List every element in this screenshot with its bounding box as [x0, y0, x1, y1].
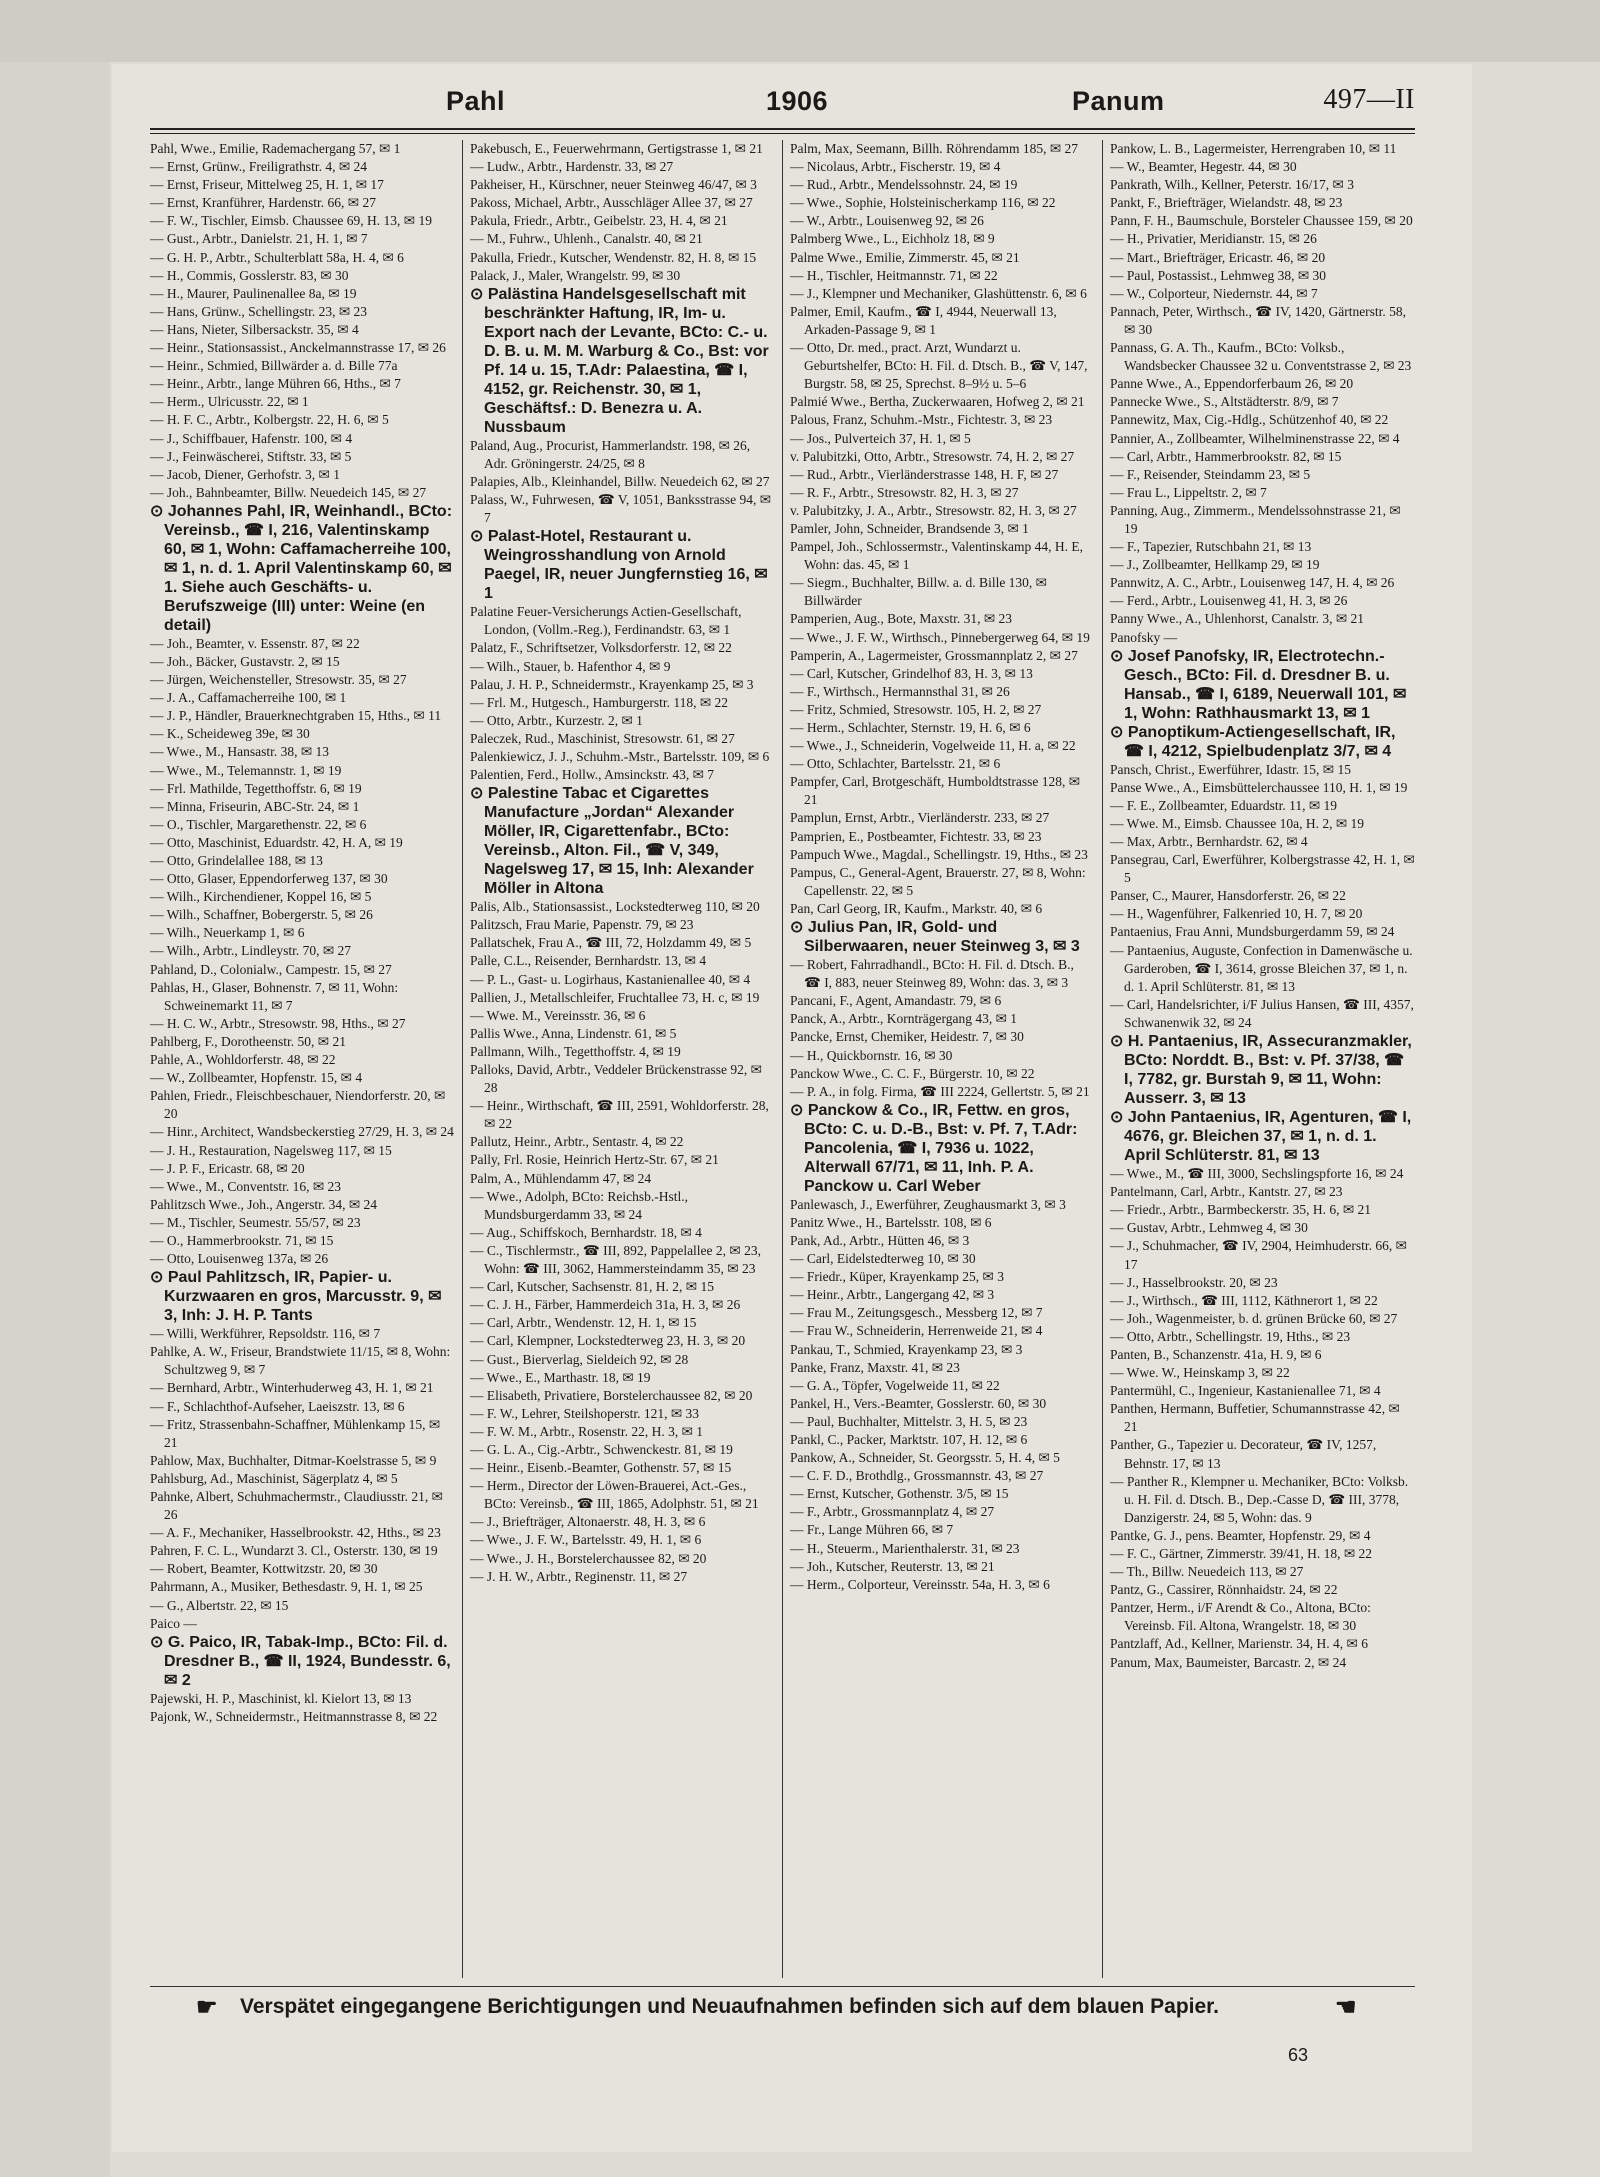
- directory-entry: Panten, B., Schanzenstr. 41a, H. 9, ✉ 6: [1110, 1346, 1322, 1362]
- directory-entry: — J., Zollbeamter, Hellkamp 29, ✉ 19: [1110, 557, 1320, 573]
- directory-entry: Pallis Wwe., Anna, Lindenstr. 61, ✉ 5: [470, 1025, 677, 1041]
- column-3: [790, 140, 1094, 1980]
- directory-entry: Pancani, F., Agent, Amandastr. 79, ✉ 6: [790, 993, 1002, 1009]
- directory-entry: — Willi, Werkführer, Repsoldstr. 116, ✉ 7: [150, 1326, 381, 1342]
- directory-entry: — A. F., Mechaniker, Hasselbrookstr. 42, Hths., ✉ 23: [150, 1525, 441, 1541]
- directory-entry: — Herm., Schlachter, Sternstr. 19, H. 6, ✉ 6: [790, 720, 1031, 735]
- directory-entry: — F. W., Lehrer, Steilshoperstr. 121, ✉ 33: [470, 1405, 700, 1421]
- directory-entry: ⊙ Julius Pan, IR, Gold- und Silberwaaren, neuer Steinweg 3, ✉ 3: [790, 919, 1080, 956]
- directory-entry: — J., Feinwäscherei, Stiftstr. 33, ✉ 5: [150, 448, 352, 464]
- directory-entry: Palau, J. H. P., Schneidermstr., Krayenkamp 25, ✉ 3: [470, 676, 754, 692]
- directory-entry: Pahlitzsch Wwe., Joh., Angerstr. 34, ✉ 24: [150, 1196, 378, 1212]
- directory-entry: — Wwe., J. H., Borstelerchaussee 82, ✉ 20: [470, 1550, 707, 1566]
- sheet-number: 63: [1288, 2045, 1309, 2065]
- directory-entry: Pantzer, Herm., i/F Arendt & Co., Altona, BCto: Vereinsb. Fil. Altona, Wrangelstr. 18, ✉ 30: [1110, 1600, 1371, 1634]
- directory-entry: — J., Schiffbauer, Hafenstr. 100, ✉ 4: [150, 430, 353, 446]
- directory-entry: — G. L. A., Cig.-Arbtr., Schwenckestr. 81, ✉ 19: [470, 1441, 733, 1457]
- directory-entry: — Carl, Klempner, Lockstedterweg 23, H. 3, ✉ 20: [470, 1333, 746, 1349]
- directory-entry: — Otto, Grindelallee 188, ✉ 13: [150, 853, 323, 868]
- directory-entry: Pantelmann, Carl, Arbtr., Kantstr. 27, ✉ 23: [1110, 1184, 1343, 1200]
- directory-entry: Pallien, J., Metallschleifer, Fruchtallee 73, H. c, ✉ 19: [470, 989, 760, 1005]
- directory-entry: — Wilh., Schaffner, Bobergerstr. 5, ✉ 26: [150, 907, 373, 923]
- directory-entry: Palapies, Alb., Kleinhandel, Billw. Neuedeich 62, ✉ 27: [470, 473, 770, 489]
- directory-entry: — Wilh., Kirchendiener, Koppel 16, ✉ 5: [150, 889, 372, 905]
- directory-entry: Panum, Max, Baumeister, Barcastr. 2, ✉ 24: [1110, 1654, 1347, 1670]
- directory-entry: Pahlke, A. W., Friseur, Brandstwiete 11/15, ✉ 8, Wohn: Schultzweg 9, ✉ 7: [150, 1344, 451, 1378]
- directory-entry: Pansegrau, Carl, Ewerführer, Kolbergstrasse 42, H. 1, ✉ 5: [1110, 852, 1415, 886]
- directory-entry: — Heinr., Arbtr., Langergang 42, ✉ 3: [790, 1287, 995, 1303]
- directory-entry: — Heinr., Stationsassist., Anckelmannstrasse 17, ✉ 26: [150, 340, 446, 356]
- directory-entry: — W., Colporteur, Niedernstr. 44, ✉ 7: [1110, 285, 1318, 301]
- directory-entry: — Hinr., Architect, Wandsbeckerstieg 27/29, H. 3, ✉ 24: [150, 1124, 454, 1140]
- directory-entry: — Gust., Arbtr., Danielstr. 21, H. 1, ✉ 7: [150, 231, 368, 247]
- directory-entry: — Wwe., M., Telemannstr. 1, ✉ 19: [150, 762, 342, 778]
- directory-entry: — H., Steuerm., Marienthalerstr. 31, ✉ 23: [790, 1540, 1020, 1556]
- directory-entry: — Wilh., Neuerkamp 1, ✉ 6: [150, 925, 305, 941]
- directory-entry: — P. A., in folg. Firma, ☎ III 2224, Gellertstr. 5, ✉ 21: [790, 1083, 1090, 1099]
- directory-entry: — Wwe., M., Hansastr. 38, ✉ 13: [150, 744, 330, 760]
- directory-entry: Palass, W., Fuhrwesen, ☎ V, 1051, Banksstrasse 94, ✉ 7: [470, 492, 772, 526]
- directory-entry: — Herm., Colporteur, Vereinsstr. 54a, H. 3, ✉ 6: [790, 1576, 1050, 1592]
- directory-entry: — Otto, Schlachter, Bartelsstr. 21, ✉ 6: [790, 756, 1001, 772]
- directory-entry: — Jacob, Diener, Gerhofstr. 3, ✉ 1: [150, 466, 340, 482]
- directory-entry: — J., Klempner und Mechaniker, Glashüttenstr. 6, ✉ 6: [790, 285, 1087, 301]
- directory-entry: Pannecke Wwe., S., Altstädterstr. 8/9, ✉ 7: [1110, 394, 1339, 410]
- directory-entry: — F. C., Gärtner, Zimmerstr. 39/41, H. 18, ✉ 22: [1110, 1546, 1373, 1561]
- directory-entry: — F., Wirthsch., Hermannsthal 31, ✉ 26: [790, 683, 1010, 699]
- directory-entry: Pan, Carl Georg, IR, Kaufm., Markstr. 40, ✉ 6: [790, 900, 1043, 916]
- directory-entry: — M., Tischler, Seumestr. 55/57, ✉ 23: [150, 1214, 361, 1230]
- directory-entry: Palack, J., Maler, Wrangelstr. 99, ✉ 30: [470, 267, 681, 283]
- directory-entry: Palentien, Ferd., Hollw., Amsinckstr. 43, ✉ 7: [470, 767, 715, 783]
- directory-entry: Pallutz, Heinr., Arbtr., Sentastr. 4, ✉ 22: [470, 1134, 684, 1150]
- directory-entry: Panse Wwe., A., Eimsbüttelerchaussee 110, H. 1, ✉ 19: [1110, 779, 1408, 795]
- directory-entry: — Frau W., Schneiderin, Herrenweide 21, ✉ 4: [790, 1323, 1043, 1339]
- directory-entry: ⊙ Josef Panofsky, IR, Electrotechn.-Gesch., BCto: Fil. d. Dresdner B. u. Hansab., ☎ I, 6189, Neuerwall 101, ✉ 1, Wohn: Rathhausmarkt 13, ✉ 1: [1110, 647, 1407, 722]
- footer-notice: [150, 1993, 1415, 2023]
- directory-entry: — Wwe., Adolph, BCto: Reichsb.-Hstl., Mundsburgerdamm 33, ✉ 24: [470, 1188, 688, 1222]
- directory-entry: — P. L., Gast- u. Logirhaus, Kastanienallee 40, ✉ 4: [470, 971, 751, 987]
- directory-entry: — Otto, Arbtr., Schellingstr. 19, Hths., ✉ 23: [1110, 1328, 1351, 1344]
- footer-notice-text: Verspätet eingegangene Berichtigungen und Neuaufnahmen befinden sich auf dem blauen Papier.: [240, 1995, 1220, 2018]
- directory-entry: — Heinr., Wirthschaft, ☎ III, 2591, Wohldorferstr. 28, ✉ 22: [470, 1098, 769, 1132]
- directory-entry: Pankl, C., Packer, Marktstr. 107, H. 12, ✉ 6: [790, 1432, 1028, 1447]
- directory-entry: Palmberg Wwe., L., Eichholz 18, ✉ 9: [790, 231, 995, 247]
- directory-entry: ⊙ Palast-Hotel, Restaurant u. Weingrosshandlung von Arnold Paegel, IR, neuer Jungfernstieg 16, ✉ 1: [470, 528, 768, 603]
- directory-entry: — H. C. W., Arbtr., Stresowstr. 98, Hths., ✉ 27: [150, 1015, 406, 1031]
- directory-entry: Panlewasch, J., Ewerführer, Zeughausmarkt 3, ✉ 3: [790, 1196, 1066, 1212]
- directory-entry: — Herm., Ulricusstr. 22, ✉ 1: [150, 394, 309, 410]
- directory-entry: Panning, Aug., Zimmerm., Mendelssohnstrasse 21, ✉ 19: [1110, 502, 1401, 536]
- directory-entry: — Mart., Briefträger, Ericastr. 46, ✉ 20: [1110, 249, 1326, 265]
- directory-entry: — Friedr., Küper, Krayenkamp 25, ✉ 3: [790, 1269, 1004, 1285]
- header-year: 1906: [766, 86, 829, 116]
- directory-entry: — Ernst, Grünw., Freiligrathstr. 4, ✉ 24: [150, 159, 368, 175]
- directory-entry: Pajewski, H. P., Maschinist, kl. Kielort 13, ✉ 13: [150, 1690, 412, 1706]
- directory-entry: — Heinr., Schmied, Billwärder a. d. Bille 77a: [150, 358, 398, 374]
- directory-entry: — Wilh., Stauer, b. Hafenthor 4, ✉ 9: [470, 658, 671, 674]
- directory-entry: — Rud., Arbtr., Mendelssohnstr. 24, ✉ 19: [790, 177, 1018, 193]
- directory-entry: — Rud., Arbtr., Vierländerstrasse 148, H. F, ✉ 27: [790, 466, 1059, 482]
- directory-entry: — Carl, Arbtr., Hammerbrookstr. 82, ✉ 15: [1110, 448, 1342, 464]
- directory-entry: — Carl, Handelsrichter, i/F Julius Hansen, ☎ III, 4357, Schwanenwik 32, ✉ 24: [1110, 996, 1414, 1030]
- directory-entry: Palenkiewicz, J. J., Schuhm.-Mstr., Bartelsstr. 109, ✉ 6: [470, 748, 770, 764]
- directory-entry: Pakoss, Michael, Arbtr., Ausschläger Allee 37, ✉ 27: [470, 195, 753, 211]
- directory-entry: — Gustav, Arbtr., Lehmweg 4, ✉ 30: [1110, 1220, 1308, 1236]
- directory-entry: Palme Wwe., Emilie, Zimmerstr. 45, ✉ 21: [790, 249, 1020, 265]
- directory-entry: Panthen, Hermann, Buffetier, Schumannstrasse 42, ✉ 21: [1110, 1401, 1400, 1435]
- directory-entry: — Wwe. W., Heinskamp 3, ✉ 22: [1110, 1365, 1290, 1381]
- directory-entry: Pamprien, E., Postbeamter, Fichtestr. 33, ✉ 23: [790, 828, 1042, 844]
- directory-entry: — Th., Billw. Neuedeich 113, ✉ 27: [1110, 1564, 1304, 1580]
- directory-entry: Palatz, F., Schriftsetzer, Volksdorferstr. 12, ✉ 22: [470, 640, 732, 656]
- directory-entry: Pajonk, W., Schneidermstr., Heitmannstrasse 8, ✉ 22: [150, 1708, 438, 1724]
- directory-entry: Palous, Franz, Schuhm.-Mstr., Fichtestr. 3, ✉ 23: [790, 412, 1053, 428]
- directory-entry: — Heinr., Eisenb.-Beamter, Gothenstr. 57, ✉ 15: [470, 1460, 732, 1476]
- directory-entry: — Joh., Bahnbeamter, Billw. Neuedeich 145, ✉ 27: [150, 484, 427, 500]
- pointing-hand-icon: ☛: [196, 1994, 218, 2021]
- directory-entry: — Bernhard, Arbtr., Winterhuderweg 43, H. 1, ✉ 21: [150, 1380, 434, 1396]
- directory-entry: — Robert, Beamter, Kottwitzstr. 20, ✉ 30: [150, 1561, 378, 1577]
- directory-entry: — M., Fuhrw., Uhlenh., Canalstr. 40, ✉ 21: [470, 231, 703, 247]
- directory-entry: — Joh., Beamter, v. Essenstr. 87, ✉ 22: [150, 635, 360, 651]
- directory-entry: Pahlsburg, Ad., Maschinist, Sägerplatz 4, ✉ 5: [150, 1470, 398, 1486]
- scan-top-background: [0, 0, 1600, 62]
- directory-entry: — Gust., Bierverlag, Sieldeich 92, ✉ 28: [470, 1351, 689, 1367]
- directory-entry: — R. F., Arbtr., Stresowstr. 82, H. 3, ✉ 27: [790, 484, 1019, 500]
- directory-entry: v. Palubitzki, Otto, Arbtr., Stresowstr. 74, H. 2, ✉ 27: [790, 448, 1075, 464]
- directory-entry: ⊙ Panoptikum-Actiengesellschaft, IR, ☎ I, 4212, Spielbudenplatz 3/7, ✉ 4: [1110, 723, 1396, 760]
- directory-entry: — Ernst, Friseur, Mittelweg 25, H. 1, ✉ 17: [150, 177, 384, 193]
- header-rule-thin: [150, 133, 1415, 134]
- directory-entry: — F., Schlachthof-Aufseher, Laeiszstr. 13, ✉ 6: [150, 1398, 405, 1414]
- directory-entry: — Ernst, Kutscher, Gothenstr. 3/5, ✉ 15: [790, 1486, 1009, 1502]
- directory-entry: Pantaenius, Frau Anni, Mundsburgerdamm 59, ✉ 24: [1110, 924, 1395, 940]
- directory-entry: Pankt, F., Briefträger, Wielandstr. 48, ✉ 23: [1110, 195, 1343, 211]
- directory-entry: Palmié Wwe., Bertha, Zuckerwaaren, Hofweg 2, ✉ 21: [790, 394, 1085, 410]
- directory-entry: — Carl, Kutscher, Sachsenstr. 81, H. 2, ✉ 15: [470, 1279, 714, 1295]
- directory-entry: Pannass, G. A. Th., Kaufm., BCto: Volksb., Wandsbecker Chaussee 32 u. Conventstrasse 2, ✉ 23: [1110, 340, 1412, 374]
- directory-entry: — F. E., Zollbeamter, Eduardstr. 11, ✉ 19: [1110, 797, 1338, 813]
- directory-entry: — Herm., Director der Löwen-Brauerei, Act.-Ges., BCto: Vereinsb., ☎ III, 1865, Adolphstr. 51, ✉ 21: [470, 1478, 759, 1512]
- directory-entry: Panne Wwe., A., Eppendorferbaum 26, ✉ 20: [1110, 376, 1354, 392]
- directory-entry: ⊙ H. Pantaenius, IR, Assecuranzmakler, BCto: Norddt. B., Bst: v. Pf. 37/38, ☎ I, 7782, gr. Burstah 9, ✉ 11, Wohn: Ausserr. 3, ✉ 13: [1110, 1033, 1412, 1108]
- directory-entry: v. Palubitzky, J. A., Arbtr., Stresowstr. 82, H. 3, ✉ 27: [790, 502, 1077, 518]
- column-divider: [1102, 140, 1103, 1978]
- directory-entry: Palatine Feuer-Versicherungs Actien-Gesellschaft, London, (Vollm.-Reg.), Ferdinandstr. 63, ✉ 1: [470, 604, 742, 638]
- directory-entry: — Carl, Kutscher, Grindelhof 83, H. 3, ✉ 13: [790, 665, 1033, 681]
- directory-entry: Palle, C.L., Reisender, Bernhardstr. 13, ✉ 4: [470, 953, 707, 969]
- directory-entry: — Otto, Maschinist, Eduardstr. 42, H. A, ✉ 19: [150, 834, 403, 850]
- directory-entry: — F. W., Tischler, Eimsb. Chaussee 69, H. 13, ✉ 19: [150, 213, 432, 229]
- directory-entry: — J. P., Händler, Brauerknechtgraben 15, Hths., ✉ 11: [150, 708, 442, 724]
- directory-entry: — J., Wirthsch., ☎ III, 1112, Käthnerort 1, ✉ 22: [1110, 1292, 1378, 1308]
- directory-entry: — Fritz, Strassenbahn-Schaffner, Mühlenkamp 15, ✉ 21: [150, 1416, 441, 1450]
- header-first-name: Pahl: [446, 86, 506, 116]
- pointing-hand-left-icon: ☚: [1335, 1994, 1357, 2021]
- directory-entry: Pantz, G., Cassirer, Rönnhaidstr. 24, ✉ 22: [1110, 1582, 1338, 1598]
- directory-entry: — Panther R., Klempner u. Mechaniker, BCto: Volksb. u. H. Fil. d. Dtsch. B., Dep.-Casse D, ☎ III, 3778, Danzigerstr. 24, ✉ 5, Wohn: das. 9: [1110, 1473, 1409, 1525]
- directory-entry: — Otto, Arbtr., Kurzestr. 2, ✉ 1: [470, 712, 643, 728]
- directory-entry: Pannewitz, Max, Cig.-Hdlg., Schützenhof 40, ✉ 22: [1110, 412, 1389, 428]
- directory-entry: Panny Wwe., A., Uhlenhorst, Canalstr. 3, ✉ 21: [1110, 611, 1365, 627]
- directory-entry: Pahren, F. C. L., Wundarzt 3. Cl., Osterstr. 130, ✉ 19: [150, 1543, 438, 1559]
- directory-entry: — Wwe., M., ☎ III, 3000, Sechslingspforte 16, ✉ 24: [1110, 1166, 1404, 1182]
- directory-entry: Pahl, Wwe., Emilie, Rademachergang 57, ✉ 1: [150, 141, 401, 156]
- directory-entry: — G. H. P., Arbtr., Schulterblatt 58a, H. 4, ✉ 6: [150, 249, 404, 265]
- directory-entry: — Wwe., Sophie, Holsteinischerkamp 116, ✉ 22: [790, 195, 1056, 211]
- directory-entry: — Joh., Bäcker, Gustavstr. 2, ✉ 15: [150, 653, 340, 669]
- directory-entry: ⊙ Palästina Handelsgesellschaft mit beschränkter Haftung, IR, Im- u. Export nach der Levante, BCto: C.- u. D. B. u. M. M. Warburg & Co., Bst: vor Pf. 14 u. 15, T.Adr: Palaestina, ☎ I, 4152, gr. Reichenstr. 30, ✉ 1, Geschäftsf.: D. Benezra u. A. Nussbaum: [470, 285, 769, 436]
- directory-entry: — Siegm., Buchhalter, Billw. a. d. Bille 130, ✉ Billwärder: [790, 575, 1047, 609]
- directory-entry: — J. A., Caffamacherreihe 100, ✉ 1: [150, 690, 347, 706]
- directory-entry: Pamperin, A., Lagermeister, Grossmannplatz 2, ✉ 27: [790, 647, 1078, 663]
- directory-entry: Panofsky —: [1110, 629, 1178, 645]
- directory-entry: ⊙ Palestine Tabac et Cigarettes Manufacture „Jordan“ Alexander Möller, IR, Cigarettenfabr., BCto: Vereinsb., Alton. Fil., ☎ V, 349, Nagelsweg 17, ✉ 15, Inh: Alexander Möller in Altona: [470, 785, 754, 898]
- directory-entry: — J. H., Restauration, Nagelsweg 117, ✉ 15: [150, 1142, 392, 1158]
- directory-entry: — Paul, Postassist., Lehmweg 38, ✉ 30: [1110, 267, 1327, 283]
- directory-entry: — O., Hammerbrookstr. 71, ✉ 15: [150, 1232, 334, 1248]
- header-last-name: Panum: [1072, 86, 1165, 116]
- column-divider: [782, 140, 783, 1978]
- directory-entry: — F., Tapezier, Rutschbahn 21, ✉ 13: [1110, 539, 1312, 555]
- directory-entry: — J., Hasselbrookstr. 20, ✉ 23: [1110, 1274, 1278, 1290]
- directory-entry: — F. W. M., Arbtr., Rosenstr. 22, H. 3, ✉ 1: [470, 1423, 704, 1439]
- directory-entry: Panck, A., Arbtr., Kornträgergang 43, ✉ 1: [790, 1011, 1018, 1027]
- directory-entry: Palmer, Emil, Kaufm., ☎ I, 4944, Neuerwall 13, Arkaden-Passage 9, ✉ 1: [790, 303, 1057, 337]
- directory-entry: Pakebusch, E., Feuerwehrmann, Gertigstrasse 1, ✉ 21: [470, 141, 763, 156]
- directory-entry: — J. P. F., Ericastr. 68, ✉ 20: [150, 1160, 305, 1176]
- header-page-number: 497—II: [1323, 84, 1415, 115]
- directory-entry: — Hans, Nieter, Silbersackstr. 35, ✉ 4: [150, 321, 359, 337]
- directory-entry: Palitzsch, Frau Marie, Papenstr. 79, ✉ 23: [470, 917, 694, 933]
- directory-entry: ⊙ Johannes Pahl, IR, Weinhandl., BCto: Vereinsb., ☎ I, 216, Valentinskamp 60, ✉ 1, Wohn: Caffamacherreihe 100, ✉ 1, n. d. 1. April Valentinskamp 60, ✉ 1. Siehe auch Geschäfts- u. Berufszweige (III) unter: Weine (en detail): [150, 502, 453, 634]
- directory-entry: — G., Albertstr. 22, ✉ 15: [150, 1597, 289, 1613]
- directory-entry: — Wwe. M., Vereinsstr. 36, ✉ 6: [470, 1007, 646, 1023]
- directory-entry: Pankow, A., Schneider, St. Georgsstr. 5, H. 4, ✉ 5: [790, 1450, 1060, 1466]
- directory-entry: — C. F. D., Brothdlg., Grossmannstr. 43, ✉ 27: [790, 1468, 1044, 1484]
- directory-entry: — W., Beamter, Hegestr. 44, ✉ 30: [1110, 159, 1297, 175]
- directory-entry: Palis, Alb., Stationsassist., Lockstedterweg 110, ✉ 20: [470, 899, 760, 915]
- directory-entry: — Otto, Louisenweg 137a, ✉ 26: [150, 1251, 329, 1267]
- directory-entry: — Wwe., J. F. W., Wirthsch., Pinnebergerweg 64, ✉ 19: [790, 629, 1090, 645]
- directory-entry: Pahnke, Albert, Schuhmachermstr., Claudiusstr. 21, ✉ 26: [150, 1489, 443, 1523]
- directory-entry: Pampuch Wwe., Magdal., Schellingstr. 19, Hths., ✉ 23: [790, 846, 1088, 862]
- directory-entry: Pahle, A., Wohldorferstr. 48, ✉ 22: [150, 1052, 336, 1068]
- directory-entry: — Wilh., Arbtr., Lindleystr. 70, ✉ 27: [150, 943, 352, 959]
- column-divider: [462, 140, 463, 1978]
- directory-entry: ⊙ G. Paico, IR, Tabak-Imp., BCto: Fil. d. Dresdner B., ☎ II, 1924, Bundesstr. 6, ✉ 2: [150, 1633, 451, 1689]
- directory-entry: Pancke, Ernst, Chemiker, Heidestr. 7, ✉ 30: [790, 1029, 1024, 1045]
- directory-entry: — C. J. H., Färber, Hammerdeich 31a, H. 3, ✉ 26: [470, 1297, 741, 1313]
- directory-entry: Pannach, Peter, Wirthsch., ☎ IV, 1420, Gärtnerstr. 58, ✉ 30: [1110, 303, 1407, 337]
- directory-entry: — Joh., Wagenmeister, b. d. grünen Brücke 60, ✉ 27: [1110, 1310, 1398, 1326]
- directory-entry: — Max, Arbtr., Bernhardstr. 62, ✉ 4: [1110, 834, 1308, 849]
- directory-entry: — H., Maurer, Paulinenallee 8a, ✉ 19: [150, 285, 357, 301]
- directory-entry: — Otto, Dr. med., pract. Arzt, Wundarzt u. Geburtshelfer, BCto: H. Fil. d. Dtsch. B., ☎ V, 147, Burgstr. 58, ✉ 25, Sprechst. 8–9½ u. 5–6: [790, 340, 1088, 392]
- directory-entry: — Carl, Arbtr., Wendenstr. 12, H. 1, ✉ 15: [470, 1315, 697, 1331]
- directory-entry: Paleczek, Rud., Maschinist, Stresowstr. 61, ✉ 27: [470, 730, 735, 746]
- directory-entry: Panther, G., Tapezier u. Decorateur, ☎ IV, 1257, Behnstr. 17, ✉ 13: [1110, 1437, 1377, 1471]
- adjacent-page-edge: [0, 62, 110, 2177]
- directory-entry: — H. F. C., Arbtr., Kolbergstr. 22, H. 6, ✉ 5: [150, 412, 389, 428]
- directory-entry: — Friedr., Arbtr., Barmbeckerstr. 35, H. 6, ✉ 21: [1110, 1202, 1372, 1218]
- directory-entry: — Robert, Fahrradhandl., BCto: H. Fil. d. Dtsch. B., ☎ I, 883, neuer Steinweg 89, Wohn: das. 3, ✉ 3: [790, 957, 1074, 991]
- directory-entry: Pallmann, Wilh., Tegetthoffstr. 4, ✉ 19: [470, 1043, 681, 1059]
- directory-entry: — Wwe., M., Conventstr. 16, ✉ 23: [150, 1178, 342, 1194]
- directory-entry: Pannwitz, A. C., Arbtr., Louisenweg 147, H. 4, ✉ 26: [1110, 575, 1395, 591]
- column-4: [1110, 140, 1415, 1980]
- directory-entry: — F., Reisender, Steindamm 23, ✉ 5: [1110, 466, 1311, 482]
- directory-entry: — Frl. Mathilde, Tegetthoffstr. 6, ✉ 19: [150, 780, 362, 796]
- directory-entry: — Hans, Grünw., Schellingstr. 23, ✉ 23: [150, 303, 368, 319]
- directory-entry: ⊙ Panckow & Co., IR, Fettw. en gros, BCto: C. u. D.-B., Bst: v. Pf. 7, T.Adr: Pancolenia, ☎ I, 7936 u. 1022, Alterwall 67/71, ✉ 11, Inh. P. A. Panckow u. Carl Weber: [790, 1101, 1078, 1195]
- directory-entry: — H., Wagenführer, Falkenried 10, H. 7, ✉ 20: [1110, 906, 1363, 922]
- directory-entry: — J., Briefträger, Altonaerstr. 48, H. 3, ✉ 6: [470, 1514, 706, 1530]
- directory-entry: — J., Schuhmacher, ☎ IV, 2904, Heimhuderstr. 66, ✉ 17: [1110, 1238, 1407, 1272]
- directory-entry: Panckow Wwe., C. C. F., Bürgerstr. 10, ✉ 22: [790, 1065, 1035, 1081]
- directory-entry: Pamler, John, Schneider, Brandsende 3, ✉ 1: [790, 520, 1029, 536]
- column-1: [150, 140, 454, 1980]
- directory-entry: — Ferd., Arbtr., Louisenweg 41, H. 3, ✉ 26: [1110, 593, 1348, 609]
- directory-entry: Pank, Ad., Arbtr., Hütten 46, ✉ 3: [790, 1232, 970, 1248]
- directory-entry: Palm, A., Mühlendamm 47, ✉ 24: [470, 1170, 652, 1186]
- directory-entry: Pampel, Joh., Schlossermstr., Valentinskamp 44, H. E, Wohn: das. 45, ✉ 1: [790, 539, 1083, 573]
- directory-entry: — Elisabeth, Privatiere, Borstelerchaussee 82, ✉ 20: [470, 1387, 753, 1403]
- directory-entry: Pakulla, Friedr., Kutscher, Wendenstr. 82, H. 8, ✉ 15: [470, 249, 757, 265]
- directory-entry: — J. H. W., Arbtr., Reginenstr. 11, ✉ 27: [470, 1568, 688, 1584]
- directory-entry: Pampus, C., General-Agent, Brauerstr. 27, ✉ 8, Wohn: Capellenstr. 22, ✉ 5: [790, 864, 1086, 898]
- directory-entry: Pamplun, Ernst, Arbtr., Vierländerstr. 233, ✉ 27: [790, 810, 1050, 826]
- directory-entry: — Frau L., Lippeltstr. 2, ✉ 7: [1110, 484, 1267, 500]
- directory-entry: Palloks, David, Arbtr., Veddeler Brückenstrasse 92, ✉ 28: [470, 1062, 762, 1096]
- directory-entry: Palm, Max, Seemann, Billh. Röhrendamm 185, ✉ 27: [790, 141, 1079, 156]
- directory-entry: Pahlberg, F., Dorotheenstr. 50, ✉ 21: [150, 1033, 346, 1049]
- directory-entry: Pahlow, Max, Buchhalter, Ditmar-Koelstrasse 5, ✉ 9: [150, 1452, 437, 1468]
- directory-entry: Paico —: [150, 1615, 197, 1631]
- directory-entry: ⊙ John Pantaenius, IR, Agenturen, ☎ I, 4676, gr. Bleichen 37, ✉ 1, n. d. 1. April Schlüterstr. 81, ✉ 13: [1110, 1109, 1412, 1165]
- column-2: [470, 140, 774, 1980]
- directory-entry: Pally, Frl. Rosie, Heinrich Hertz-Str. 67, ✉ 21: [470, 1152, 719, 1168]
- directory-entry: Pahland, D., Colonialw., Campestr. 15, ✉ 27: [150, 961, 392, 977]
- directory-entry: Pakheiser, H., Kürschner, neuer Steinweg 46/47, ✉ 3: [470, 177, 757, 193]
- directory-entry: Pankrath, Wilh., Kellner, Peterstr. 16/17, ✉ 3: [1110, 177, 1354, 193]
- directory-entry: Pantermühl, C., Ingenieur, Kastanienallee 71, ✉ 4: [1110, 1383, 1381, 1399]
- directory-entry: — Aug., Schiffskoch, Bernhardstr. 18, ✉ 4: [470, 1224, 702, 1240]
- directory-entry: — Wwe. M., Eimsb. Chaussee 10a, H. 2, ✉ 19: [1110, 815, 1365, 831]
- directory-entry: Pakula, Friedr., Arbtr., Geibelstr. 23, H. 4, ✉ 21: [470, 213, 728, 229]
- directory-entry: — Fr., Lange Mühren 66, ✉ 7: [790, 1522, 954, 1538]
- footer-rule: [150, 1986, 1415, 1987]
- directory-entry: — Ernst, Kranführer, Hardenstr. 66, ✉ 27: [150, 195, 376, 211]
- directory-entry: — K., Scheideweg 39e, ✉ 30: [150, 726, 310, 742]
- directory-entry: — Wwe., E., Marthastr. 18, ✉ 19: [470, 1369, 651, 1385]
- directory-entry: — Fritz, Schmied, Stresowstr. 105, H. 2, ✉ 27: [790, 701, 1042, 717]
- directory-entry: — Pantaenius, Auguste, Confection in Damenwäsche u. Garderoben, ☎ I, 3614, grosse Bleichen 37, ✉ 1, n. d. 1. April Schlüterstr. 81, ✉ 13: [1110, 942, 1413, 994]
- directory-entry: Panser, C., Maurer, Hansdorferstr. 26, ✉ 22: [1110, 888, 1346, 904]
- directory-entry: Pahlen, Friedr., Fleischbeschauer, Niendorferstr. 20, ✉ 20: [150, 1088, 446, 1122]
- directory-entry: — Wwe., J., Schneiderin, Vogelweide 11, H. a, ✉ 22: [790, 738, 1076, 754]
- directory-entry: — W., Arbtr., Louisenweg 92, ✉ 26: [790, 213, 984, 229]
- directory-entry: ⊙ Paul Pahlitzsch, IR, Papier- u. Kurzwaaren en gros, Marcusstr. 9, ✉ 3, Inh: J. H. P. Tants: [150, 1269, 442, 1325]
- directory-entry: — Heinr., Arbtr., lange Mühren 66, Hths., ✉ 7: [150, 376, 401, 392]
- directory-entry: Paland, Aug., Procurist, Hammerlandstr. 198, ✉ 26, Adr. Gröningerstr. 24/25, ✉ 8: [470, 437, 751, 471]
- directory-entry: Pahlas, H., Glaser, Bohnenstr. 7, ✉ 11, Wohn: Schweinemarkt 11, ✉ 7: [150, 979, 399, 1013]
- directory-entry: — Paul, Buchhalter, Mittelstr. 3, H. 5, ✉ 23: [790, 1413, 1028, 1429]
- directory-entry: — F., Arbtr., Grossmannplatz 4, ✉ 27: [790, 1504, 995, 1520]
- directory-entry: Pamperien, Aug., Bote, Maxstr. 31, ✉ 23: [790, 611, 1013, 627]
- directory-entry: — Minna, Friseurin, ABC-Str. 24, ✉ 1: [150, 798, 360, 814]
- directory-entry: Panitz Wwe., H., Bartelsstr. 108, ✉ 6: [790, 1214, 992, 1230]
- directory-entry: Pansch, Christ., Ewerführer, Idastr. 15, ✉ 15: [1110, 761, 1351, 777]
- directory-entry: Panke, Franz, Maxstr. 41, ✉ 23: [790, 1359, 960, 1375]
- directory-entry: — Wwe., J. F. W., Bartelsstr. 49, H. 1, ✉ 6: [470, 1532, 702, 1548]
- directory-entry: Pantzlaff, Ad., Kellner, Marienstr. 34, H. 4, ✉ 6: [1110, 1636, 1368, 1652]
- directory-entry: — H., Commis, Gosslerstr. 83, ✉ 30: [150, 267, 349, 283]
- directory-entry: — Ludw., Arbtr., Hardenstr. 33, ✉ 27: [470, 159, 674, 175]
- directory-entry: Pantke, G. J., pens. Beamter, Hopfenstr. 29, ✉ 4: [1110, 1527, 1371, 1543]
- directory-entry: — Nicolaus, Arbtr., Fischerstr. 19, ✉ 4: [790, 159, 1001, 175]
- directory-entry: — Otto, Glaser, Eppendorferweg 137, ✉ 30: [150, 871, 388, 887]
- directory-entry: Pahrmann, A., Musiker, Bethesdastr. 9, H. 1, ✉ 25: [150, 1579, 423, 1595]
- directory-entry: — Carl, Eidelstedterweg 10, ✉ 30: [790, 1251, 976, 1267]
- running-header: [150, 86, 1415, 126]
- directory-entry: — H., Privatier, Meridianstr. 15, ✉ 26: [1110, 231, 1317, 247]
- header-rule-thick: [150, 128, 1415, 130]
- directory-entry: — H., Tischler, Heitmannstr. 71, ✉ 22: [790, 267, 998, 283]
- directory-entry: Pankau, T., Schmied, Krayenkamp 23, ✉ 3: [790, 1341, 1023, 1357]
- directory-entry: — Joh., Kutscher, Reuterstr. 13, ✉ 21: [790, 1558, 995, 1574]
- directory-entry: Pampfer, Carl, Brotgeschäft, Humboldtstrasse 128, ✉ 21: [790, 774, 1081, 808]
- directory-entry: — C., Tischlermstr., ☎ III, 892, Pappelallee 2, ✉ 23, Wohn: ☎ III, 3062, Hammersteindamm 35, ✉ 23: [470, 1242, 761, 1277]
- directory-entry: Pannier, A., Zollbeamter, Wilhelminenstrasse 22, ✉ 4: [1110, 430, 1400, 446]
- directory-entry: — Frl. M., Hutgesch., Hamburgerstr. 118, ✉ 22: [470, 694, 729, 710]
- directory-entry: — Frau M., Zeitungsgesch., Messberg 12, ✉ 7: [790, 1305, 1043, 1321]
- directory-entry: — O., Tischler, Margarethenstr. 22, ✉ 6: [150, 816, 367, 832]
- directory-entry: Pankow, L. B., Lagermeister, Herrengraben 10, ✉ 11: [1110, 141, 1397, 156]
- directory-entry: — G. A., Töpfer, Vogelweide 11, ✉ 22: [790, 1377, 1000, 1393]
- directory-entry: — Jürgen, Weichensteller, Stresowstr. 35, ✉ 27: [150, 672, 407, 688]
- directory-entry: — Jos., Pulverteich 37, H. 1, ✉ 5: [790, 430, 971, 446]
- directory-entry: — H., Quickbornstr. 16, ✉ 30: [790, 1047, 953, 1063]
- directory-entry: Pallatschek, Frau A., ☎ III, 72, Holzdamm 49, ✉ 5: [470, 935, 752, 951]
- directory-entry: Pankel, H., Vers.-Beamter, Gosslerstr. 60, ✉ 30: [790, 1395, 1047, 1411]
- directory-entry: Pann, F. H., Baumschule, Borsteler Chaussee 159, ✉ 20: [1110, 213, 1413, 229]
- directory-entry: — W., Zollbeamter, Hopfenstr. 15, ✉ 4: [150, 1070, 363, 1086]
